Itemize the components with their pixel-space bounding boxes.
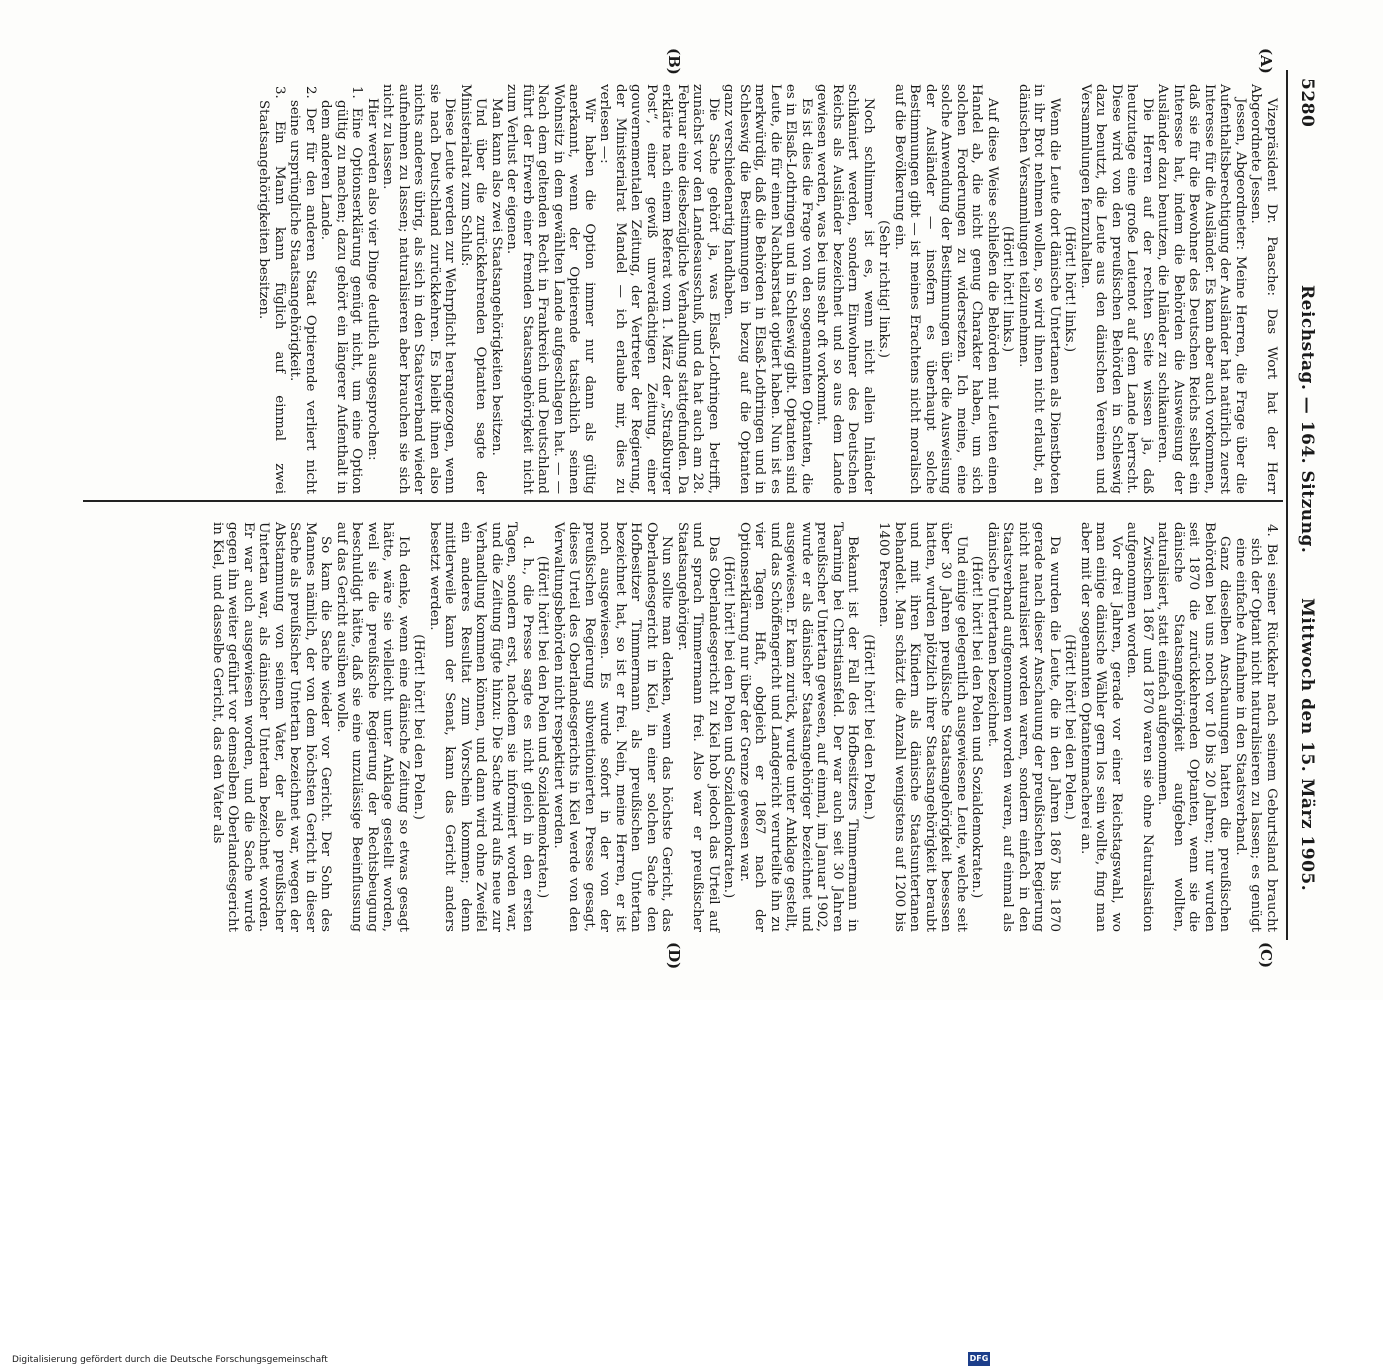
paragraph: (Hört! hört! links.) bbox=[1000, 225, 1016, 353]
paragraph: Nun sollte man denken, wenn das höchste Gericht, das Oberlandesgericht in Kiel, in einer solchen Sache den Hofbesitzer Timmermann als preußischen Untertan bezeichnet hat, so ist er frei. Nein, meine Herren, er ist noch ausgewiesen. Es wurde sofort in der von der preußischen Regierung subventionierten Presse gesagt, dieses Urteil des Oberlandesgerichts in Kiel werde von den Verwaltungsbehörden nicht respektiert werden. bbox=[551, 522, 675, 932]
session-date: Mittwoch den 15. März 1905. bbox=[1297, 598, 1317, 892]
page-number: 5280 bbox=[1297, 78, 1317, 128]
paragraph: Ganz dieselben Anschauungen hatten die preußischen Behörden bei uns noch vor 10 bis 20 Jahren; nur wurden seit 1870 die zurückkehrenden Optanten, wenn sie die dänische Staatsangehörigkeit aufgeben wollten, naturalisiert, statt einfach aufgenommen. bbox=[1155, 522, 1233, 932]
paragraph: Bekannt ist der Fall des Hofbesitzers Timmermann in Taarning bei Christiansfeld. Der war auch seit 30 Jahren preußischer Untertan gewesen, auf einmal, im Januar 1902, wurde er als dänischer Staatsangehöriger bezeichnet und ausgewiesen. Er kam zurück, wurde unter Anklage gestellt, und das Schöffengericht und Landgericht verurteilte ihn zu vier Tagen Haft, obgleich er 1867 nach der Optionserklärung nur über der Grenze gewesen war. bbox=[737, 522, 861, 932]
paragraph: Da wurden die Leute, die in den Jahren 1867 bis 1870 gerade nach dieser Anschauung der preußischen Regierung nicht naturalisiert worden waren, sondern einfach in den Staatsverband aufgenommen worden waren, auf einmal als dänische Untertanen bezeichnet. bbox=[985, 522, 1062, 932]
left-text-column bbox=[256, 84, 1279, 494]
paragraph: Wenn die Leute dort dänische Untertanen als Dienstboten in ihr Brot nehmen wollen, so wird ihnen nicht erlaubt, an dänischen Versammlungen teilzunehmen. bbox=[1016, 84, 1062, 494]
paragraph: 3. Ein Mann kann füglich auf einmal zwei Staatsangehörigkeiten besitzen. bbox=[256, 86, 287, 494]
paragraph: Die Sache gehört ja, was Elsaß-Lothringen betrifft, zunächst vor den Landesausschuß, und da hat auch am 28. Februar eine diesbezügliche Verhandlung stattgefunden. Da erklärte nach einem Referat vom 1. März der „Straßburger Post“, einer gewiß unverdächtigen Zeitung, einer gouvernementalen Zeitung, der Vertreter der Regierung, der Ministerialrat Mandel — ich erlaube mir, dies zu verlesen —: bbox=[597, 84, 721, 494]
paragraph: (Hört! hört! bei den Polen und Sozialdemokraten.) bbox=[721, 555, 737, 899]
paragraph: (Hört! hört! bei den Polen.) bbox=[411, 634, 427, 820]
paragraph: 1. Eine Optionserklärung genügt nicht, um eine Option gültig zu machen; dazu gehört ein längerer Aufenthalt in dem anderen Lande. bbox=[318, 86, 365, 494]
paragraph: (Hört! hört! bei den Polen.) bbox=[861, 634, 876, 820]
digitization-notice: Digitalisierung gefördert durch die Deutsche Forschungsgemeinschaft bbox=[12, 1355, 328, 1365]
paragraph: Und über die zurückkehrenden Optanten sagte der Ministerialrat zum Schluß: bbox=[458, 84, 489, 494]
paragraph: (Hört! hört! bei den Polen.) bbox=[1062, 634, 1078, 820]
paragraph: Vor drei Jahren, gerade vor einer Reichstagswahl, wo man einige dänische Wähler gern los sein wollte, fing man aber mit der sogenannten Optantenmacherei an. bbox=[1078, 522, 1124, 932]
paragraph: 4. Bei seiner Rückkehr nach seinem Geburtsland braucht sich der Optant nicht naturalisieren zu lassen; es genügt eine einfache Aufnahme in den Staatsverband. bbox=[1233, 524, 1279, 932]
paragraph: Diese Leute werden zur Wehrpflicht herangezogen, wenn sie nach Deutschland zurückkehren. Es bleibt ihnen also nichts anderes übrig, als sich in den Staatsverband wieder aufnehmen zu lassen; naturalisieren aber brauchen sie sich nicht zu lassen. bbox=[380, 84, 458, 494]
margin-mark-a: (A) bbox=[1257, 48, 1275, 74]
paragraph: Das Oberlandesgericht zu Kiel hob jedoch das Urteil auf und sprach Timmermann frei. Also war er preußischer Staatsangehöriger. bbox=[675, 522, 721, 932]
paragraph: d. h., die Presse sagte es nicht gleich in den ersten Tagen, sondern erst, nachdem sie informiert worden war, und die Zeitung fügte hinzu: Die Sache wird aufs neue zur Verhandlung kommen können, und dann wird ohne Zweifel ein anderes Resultat zum Vorschein kommen; denn mittlerweile kann der Senat, kann das Gericht anders besetzt werden. bbox=[427, 522, 535, 932]
paragraph: Ich denke, wenn eine dänische Zeitung so etwas gesagt hätte, wäre sie vielleicht unter Anklage gestellt worden, weil sie die preußische Regierung der Rechtsbeugung beschuldigt hätte, daß sie eine unzulässige Beeinflussung auf das Gericht ausüben wolle. bbox=[334, 522, 411, 932]
paragraph: (Hört! hört! bei den Polen und Sozialdemokraten.) bbox=[535, 555, 551, 899]
paragraph: (Sehr richtig! links.) bbox=[876, 220, 892, 358]
paragraph: (Hört! hört! bei den Polen und Sozialdemokraten.) bbox=[969, 555, 985, 899]
paragraph: Man kann also zwei Staatsangehörigkeiten besitzen. bbox=[489, 98, 504, 456]
margin-mark-c: (C) bbox=[1257, 942, 1275, 969]
paragraph: So kam die Sache wieder vor Gericht. Der Sohn des Mannes nämlich, der von dem höchsten Gericht in dieser Sache als preußischer Untertan bezeichnet war, wegen der Abstammung von seinem Vater, der also preußischer Untertan war, als dänischer Untertan bezeichnet worden. Er war auch ausgewiesen worden, und die Sache wurde gegen ihn weiter geführt vor demselben Oberlandesgericht in Kiel, und dasselbe Gericht, das den Vater als bbox=[210, 522, 334, 932]
margin-mark-b: (B) bbox=[665, 48, 683, 75]
paragraph: Jessen, Abgeordneter: Meine Herren, die Frage über die Aufenthaltsberechtigung der Ausländer hat natürlich zuerst Interesse für die Ausländer. Es kann aber auch vorkommen, daß sie für die Bewohner des Deutschen Reichs selbst ein Interesse hat, indem die Behörden die Ausweisung der Ausländer dazu benutzen, die Inländer zu schikanieren. bbox=[1155, 84, 1248, 494]
header-rule bbox=[1286, 70, 1288, 940]
paragraph: Es ist dies die Frage von den sogenannten Optanten, die es in Elsaß-Lothringen und in Schleswig gibt. Optanten sind Leute, die für einen Nachbarstaat optiert haben. Nun ist es merkwürdig, daß die Behörden in Elsaß-Lothringen und in Schleswig die Bestimmungen in bezug auf die Optanten ganz verschiedenartig handhaben. bbox=[721, 84, 814, 494]
paragraph: Hier werden also vier Dinge deutlich ausgesprochen: bbox=[365, 98, 380, 461]
paragraph: Auf diese Weise schließen die Behörden mit Leuten einen Handel ab, die nicht genug Charakter haben, um sich solchen Forderungen zu widersetzen. Ich meine, eine solche Anwendung der Bestimmungen über die Ausweisung der Ausländer — insofern es überhaupt solche Bestimmungen gibt — ist meines Erachtens nicht moralisch auf die Bevölkerung ein. bbox=[892, 84, 1000, 494]
paragraph: (Hört! hört! links.) bbox=[1062, 225, 1078, 353]
right-text-column bbox=[210, 522, 1280, 932]
column-divider bbox=[83, 500, 1283, 502]
paragraph: 2. Der für den anderen Staat Optierende verliert nicht seine ursprüngliche Staatsangehörigkeit. bbox=[287, 86, 318, 494]
paragraph: Zwischen 1867 und 1870 waren sie ohne Naturalisation aufgenommen worden. bbox=[1124, 522, 1155, 932]
paragraph: Die Herren auf der rechten Seite wissen ja, daß heutzutage eine große Leutenot auf dem Lande herrscht. Diese wird von den preußischen Behörden in Schleswig dazu benutzt, die Leute aus den dänischen Vereinen und Versammlungen fernzuhalten. bbox=[1078, 84, 1155, 494]
paragraph: Und einige gelegentlich ausgewiesene Leute, welche seit über 30 Jahren preußische Staatsangehörigkeit besessen hatten, wurden plötzlich ihrer Staatsangehörigkeit beraubt und mit ihren Kindern als dänische Staatsuntertanen behandelt. Man schätzt die Anzahl wenigstens auf 1200 bis 1400 Personen. bbox=[876, 522, 969, 932]
running-header: Reichstag. — 164. Sitzung. bbox=[1297, 285, 1317, 554]
margin-mark-d: (D) bbox=[665, 942, 683, 970]
dfg-logo: DFG bbox=[968, 1352, 990, 1366]
paragraph: Wir haben die Option immer nur dann als gültig anerkannt, wenn der Optierende tatsächlich seinen Wohnsitz in dem gewählten Lande aufgeschlagen hat. — — Nach dem geltenden Recht in Frankreich und Deutschland führt der Erwerb einer fremden Staatsangehörigkeit nicht zum Verlust der eigenen. bbox=[504, 84, 597, 494]
paragraph: Noch schlimmer ist es, wenn nicht allein Inländer schikaniert werden, sondern Einwohner des Deutschen Reichs als Ausländer bezeichnet und so aus dem Lande gewiesen werden, was bei uns sehr oft vorkommt. bbox=[814, 84, 876, 494]
paragraph: Vizepräsident Dr. Paasche: Das Wort hat der Herr Abgeordnete Jessen. bbox=[1248, 84, 1279, 494]
